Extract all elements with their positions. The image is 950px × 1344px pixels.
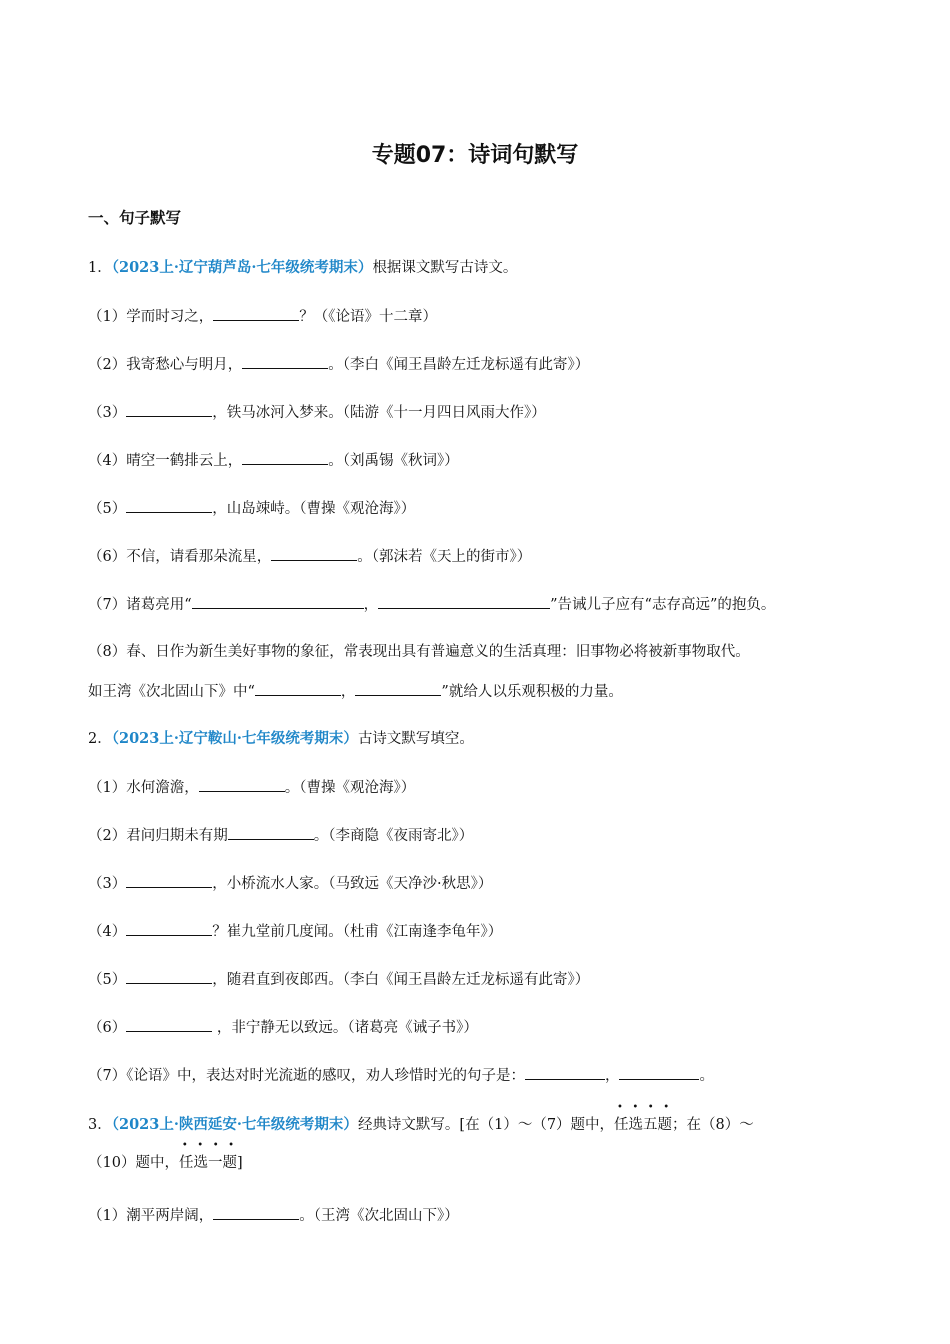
q1-item-3: （3） ，铁马冰河入梦来。（陆游《十一月四日风雨大作》）	[88, 402, 870, 423]
answer-blank[interactable]	[126, 498, 212, 513]
answer-blank[interactable]	[126, 969, 212, 984]
emphasis-dots: • • • •	[181, 1140, 235, 1151]
q2-item-3: （3） ，小桥流水人家。（马致远《天净沙·秋思》）	[88, 873, 870, 894]
answer-blank[interactable]	[271, 546, 357, 561]
answer-blank[interactable]	[355, 681, 441, 696]
section-heading: 一、句子默写	[88, 209, 182, 227]
answer-blank[interactable]	[213, 1205, 299, 1220]
question-number: 1．	[88, 260, 112, 276]
answer-blank[interactable]	[242, 354, 328, 369]
q2-item-1: （1）水何澹澹， 。（曹操《观沧海》）	[88, 777, 870, 798]
question-prompt: 古诗文默写填空。	[357, 731, 474, 747]
question-source: （2023上·陕西延安·七年级统考期末）	[111, 1116, 358, 1133]
question-number: 3．	[88, 1117, 112, 1133]
answer-blank[interactable]	[242, 450, 328, 465]
q1-item-4: （4）晴空一鹤排云上， 。（刘禹锡《秋词》）	[88, 450, 870, 471]
emphasized-text: • • • • 任选一题	[178, 1140, 237, 1171]
q2-item-2: （2）君问归期未有期 。（李商隐《夜雨寄北》）	[88, 825, 870, 846]
q1-item-2: （2）我寄愁心与明月， 。（李白《闻王昌龄左迁龙标遥有此寄》）	[88, 354, 870, 375]
q1-item-5: （5） ，山岛竦峙。（曹操《观沧海》）	[88, 498, 870, 519]
answer-blank[interactable]	[525, 1065, 605, 1080]
question-prompt: 根据课文默写古诗文。	[372, 260, 518, 276]
answer-blank[interactable]	[255, 681, 341, 696]
answer-blank[interactable]	[126, 921, 212, 936]
q2-item-6: （6） ，非宁静无以致远。（诸葛亮《诫子书》）	[88, 1017, 870, 1038]
question-source: （2023上·辽宁葫芦岛·七年级统考期末）	[111, 259, 373, 276]
question-3-line2: （10）题中， • • • • 任选一题]	[88, 1140, 243, 1171]
q2-item-4: （4） ？崔九堂前几度闻。（杜甫《江南逢李龟年》）	[88, 921, 870, 942]
q1-item-6: （6）不信，请看那朵流星， 。（郭沫若《天上的街市》）	[88, 546, 870, 567]
emphasized-text: • • • • 任选五题	[614, 1102, 673, 1133]
q2-item-7: （7）《论语》中，表达对时光流逝的感叹，劝人珍惜时光的句子是： ， 。	[88, 1065, 870, 1086]
q3-item-1: （1）潮平两岸阔， 。（王湾《次北固山下》）	[88, 1205, 870, 1226]
answer-blank[interactable]	[126, 402, 212, 417]
question-3-header: 3．（2023上·陕西延安·七年级统考期末）经典诗文默写。[在（1）～（7）题中， • • • • 任选五题；在（8）～	[88, 1102, 754, 1133]
question-number: 2．	[88, 731, 112, 747]
answer-blank[interactable]	[619, 1065, 699, 1080]
question-2-header	[88, 729, 870, 749]
q1-item-1: （1）学而时习之， ？（《论语》十二章）	[88, 306, 870, 327]
page-title: 专题07：诗词句默写	[371, 143, 579, 168]
q1-item-8-line1: （8）春、日作为新生美好事物的象征，常表现出具有普遍意义的生活真理：旧事物必将被新事物取代。	[88, 644, 750, 660]
question-source: （2023上·辽宁鞍山·七年级统考期末）	[111, 730, 358, 747]
answer-blank[interactable]	[213, 306, 299, 321]
answer-blank[interactable]	[228, 825, 314, 840]
emphasis-dots: • • • •	[616, 1102, 670, 1113]
q1-item-7: （7）诸葛亮用“ ， ”告诫儿子应有“志存高远”的抱负。	[88, 594, 870, 615]
q1-item-8-line2: 如王湾《次北固山下》中“ ， ”就给人以乐观积极的力量。	[88, 681, 870, 702]
answer-blank[interactable]	[126, 873, 212, 888]
question-1-header	[88, 258, 870, 278]
answer-blank[interactable]	[378, 594, 550, 609]
answer-blank[interactable]	[199, 777, 285, 792]
answer-blank[interactable]	[192, 594, 364, 609]
q2-item-5: （5） ，随君直到夜郎西。（李白《闻王昌龄左迁龙标遥有此寄》）	[88, 969, 870, 990]
answer-blank[interactable]	[126, 1017, 212, 1032]
